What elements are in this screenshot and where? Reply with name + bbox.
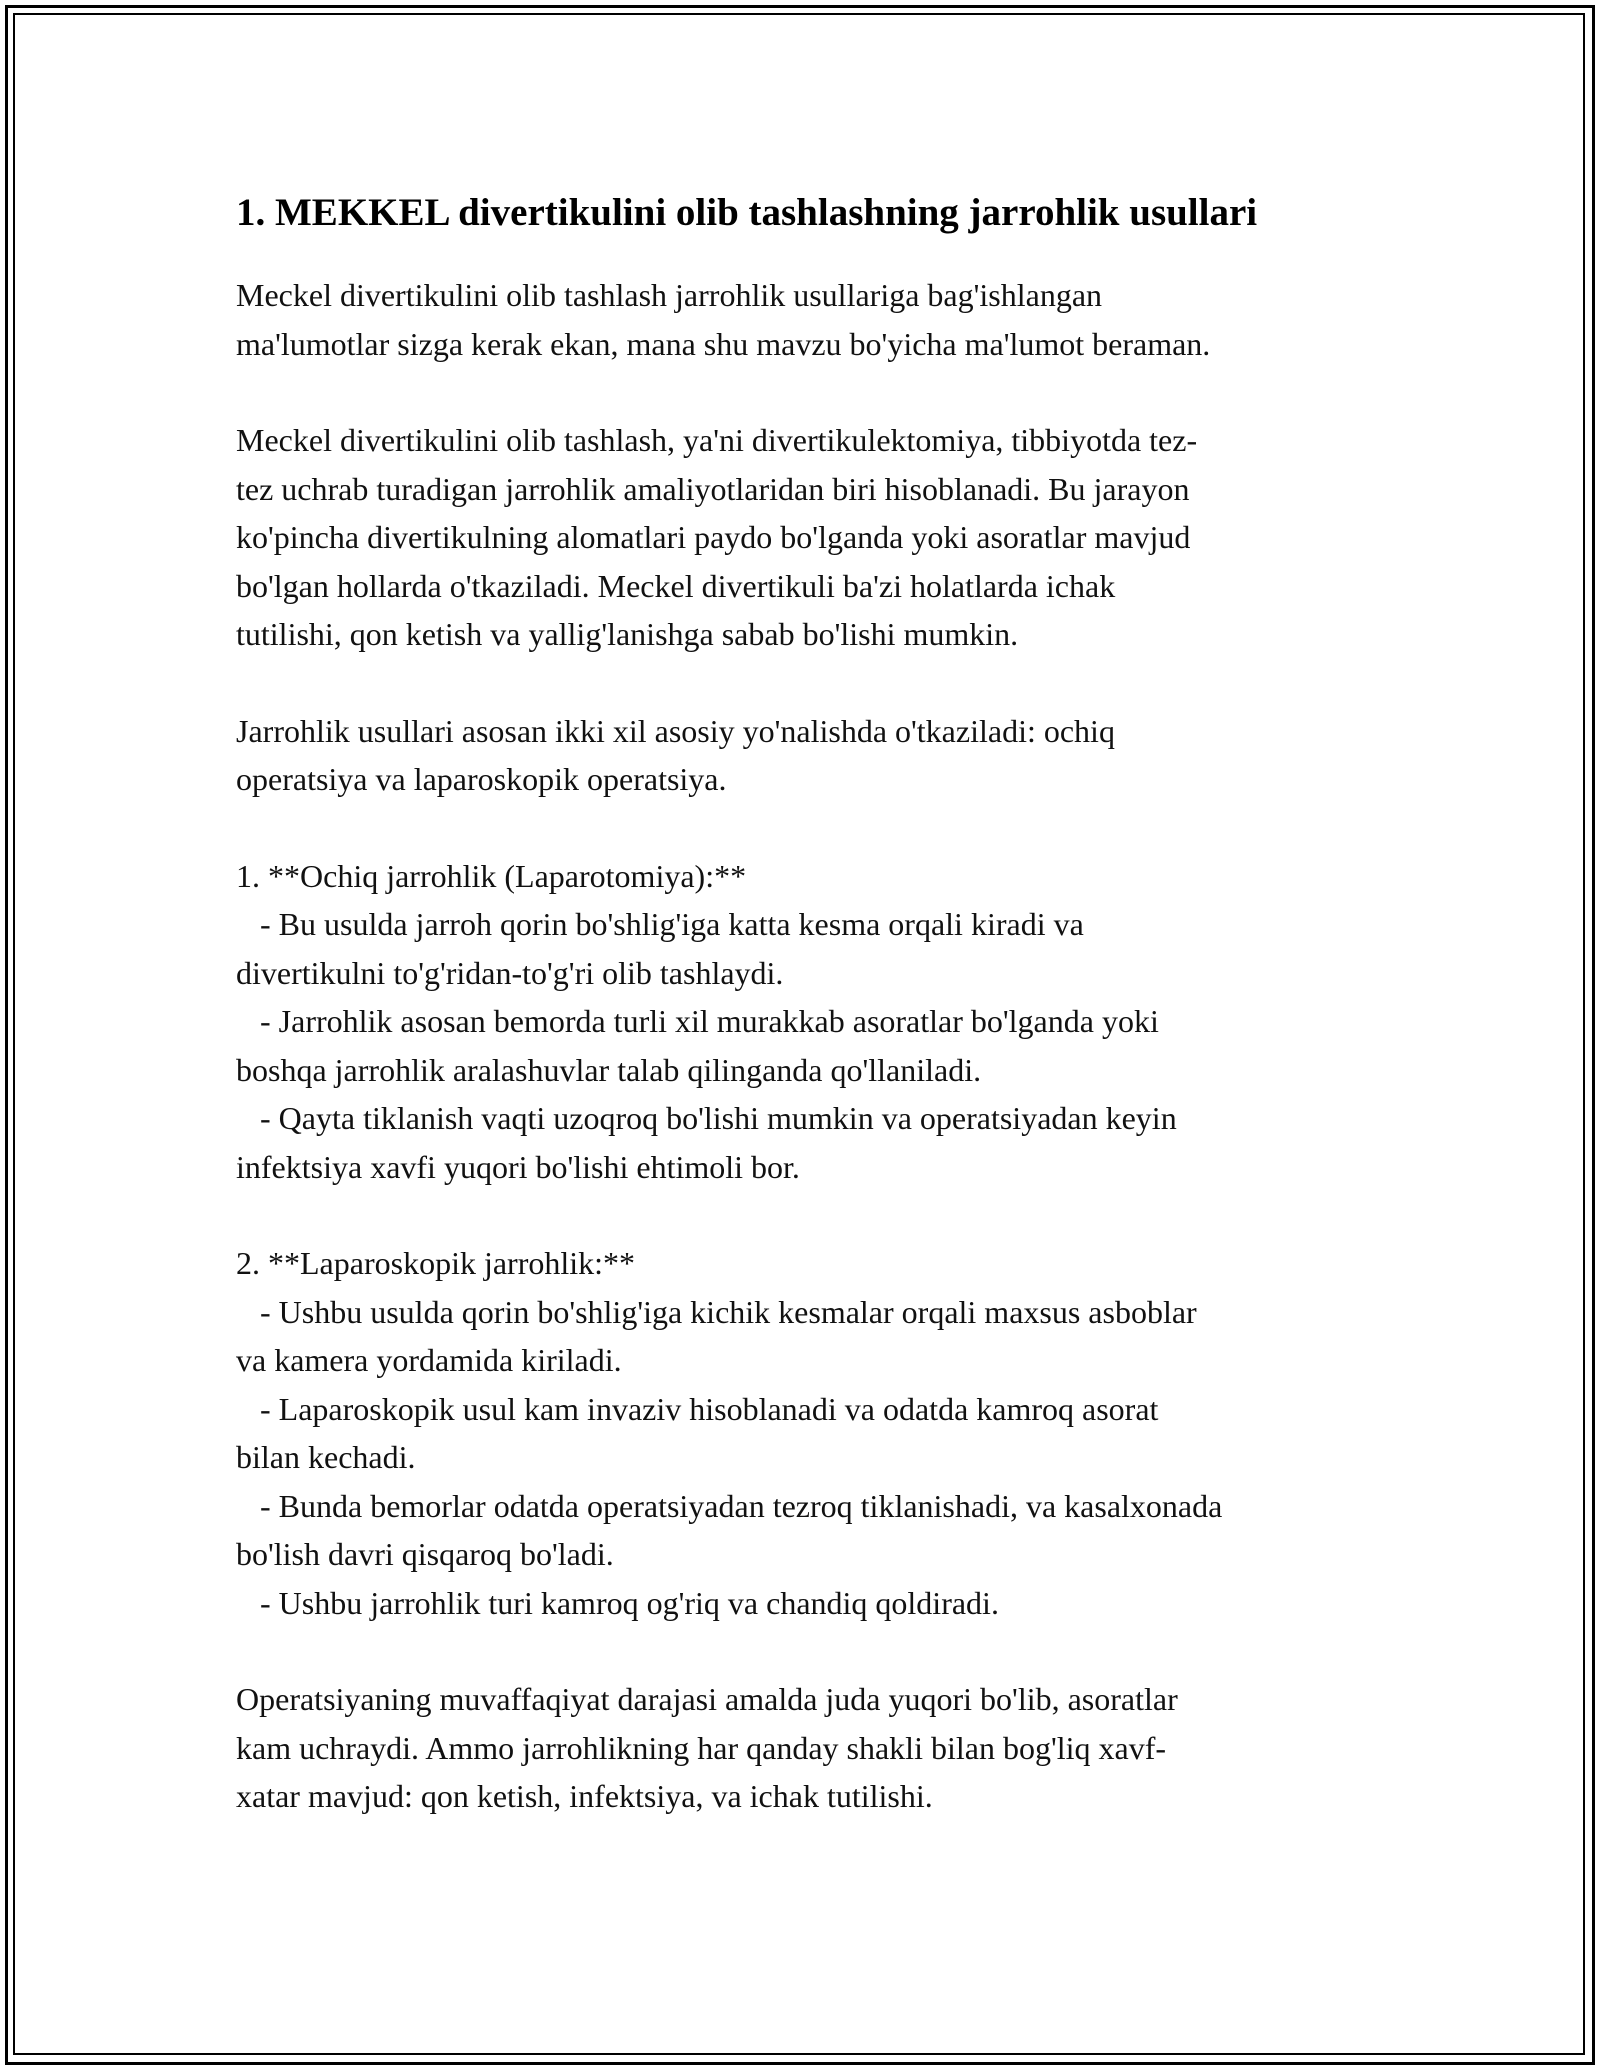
text-line: tutilishi, qon ketish va yallig'lanishga sabab bo'lishi mumkin. (236, 616, 1019, 652)
text-line: bo'lish davri qisqaroq bo'ladi. (236, 1536, 614, 1572)
text-line: infektsiya xavfi yuqori bo'lishi ehtimoli bor. (236, 1148, 800, 1185)
text-line: bilan kechadi. (236, 1439, 416, 1475)
text-line: operatsiya va laparoskopik operatsiya. (236, 761, 727, 797)
text-line: tez uchrab turadigan jarrohlik amaliyotlaridan biri hisoblanadi. Bu jarayon (236, 470, 1190, 507)
text-line: - Qayta tiklanish vaqti uzoqroq bo'lishi mumkin va operatsiyadan keyin (236, 1100, 1177, 1136)
text-line: - Ushbu jarrohlik turi kamroq og'riq va chandiq qoldiradi. (236, 1584, 999, 1621)
text-line: Operatsiyaning muvaffaqiyat darajasi amalda juda yuqori bo'lib, asoratlar (236, 1681, 1178, 1717)
text-line: - Bunda bemorlar odatda operatsiyadan tezroq tiklanishadi, va kasalxonada (236, 1487, 1223, 1524)
intro-paragraph (236, 271, 1376, 368)
text-line: kam uchraydi. Ammo jarrohlikning har qanday shakli bilan bog'liq xavf- (236, 1729, 1166, 1766)
text-line: - Ushbu usulda qorin bo'shlig'iga kichik kesmalar orqali maxsus asboblar (236, 1293, 1197, 1330)
conclusion-paragraph (236, 1675, 1376, 1821)
section-heading: 2. **Laparoskopik jarrohlik:** (236, 1245, 636, 1281)
text-line: xatar mavjud: qon ketish, infektsiya, va ichak tutilishi. (236, 1778, 933, 1814)
document-body (236, 183, 1376, 1869)
text-line: Meckel divertikulini olib tashlash jarrohlik usullariga bag'ishlangan (236, 277, 1103, 313)
text-line: - Bu usulda jarroh qorin bo'shlig'iga katta kesma orqali kiradi va (236, 906, 1084, 942)
text-line: bo'lgan hollarda o'tkaziladi. Meckel divertikuli ba'zi holatlarda ichak (236, 567, 1116, 604)
text-line: Jarrohlik usullari asosan ikki xil asosiy yo'nalishda o'tkaziladi: ochiq (236, 712, 1115, 749)
text-line: - Laparoskopik usul kam invaziv hisoblanadi va odatda kamroq asorat (236, 1390, 1159, 1427)
paragraph-overview (236, 416, 1376, 659)
text-line: ko'pincha divertikulning alomatlari paydo bo'lganda yoki asoratlar mavjud (236, 519, 1191, 555)
text-line: va kamera yordamida kiriladi. (236, 1342, 622, 1378)
text-line: Meckel divertikulini olib tashlash, ya'ni divertikulektomiya, tibbiyotda tez- (236, 422, 1198, 458)
text-line: - Jarrohlik asosan bemorda turli xil murakkab asoratlar bo'lganda yoki (236, 1003, 1159, 1039)
text-line: boshqa jarrohlik aralashuvlar talab qilinganda qo'llaniladi. (236, 1051, 982, 1088)
section-laparoscopic-surgery (236, 1239, 1376, 1627)
text-line: divertikulni to'g'ridan-to'g'ri olib tashlaydi. (236, 954, 784, 991)
text-line: ma'lumotlar sizga kerak ekan, mana shu mavzu bo'yicha ma'lumot beraman. (236, 325, 1211, 362)
paragraph-methods (236, 707, 1376, 804)
section-open-surgery (236, 852, 1376, 1192)
document-title: 1. MEKKEL divertikulini olib tashlashning jarrohlik usullari (236, 191, 1258, 234)
section-heading: 1. **Ochiq jarrohlik (Laparotomiya):** (236, 857, 747, 894)
